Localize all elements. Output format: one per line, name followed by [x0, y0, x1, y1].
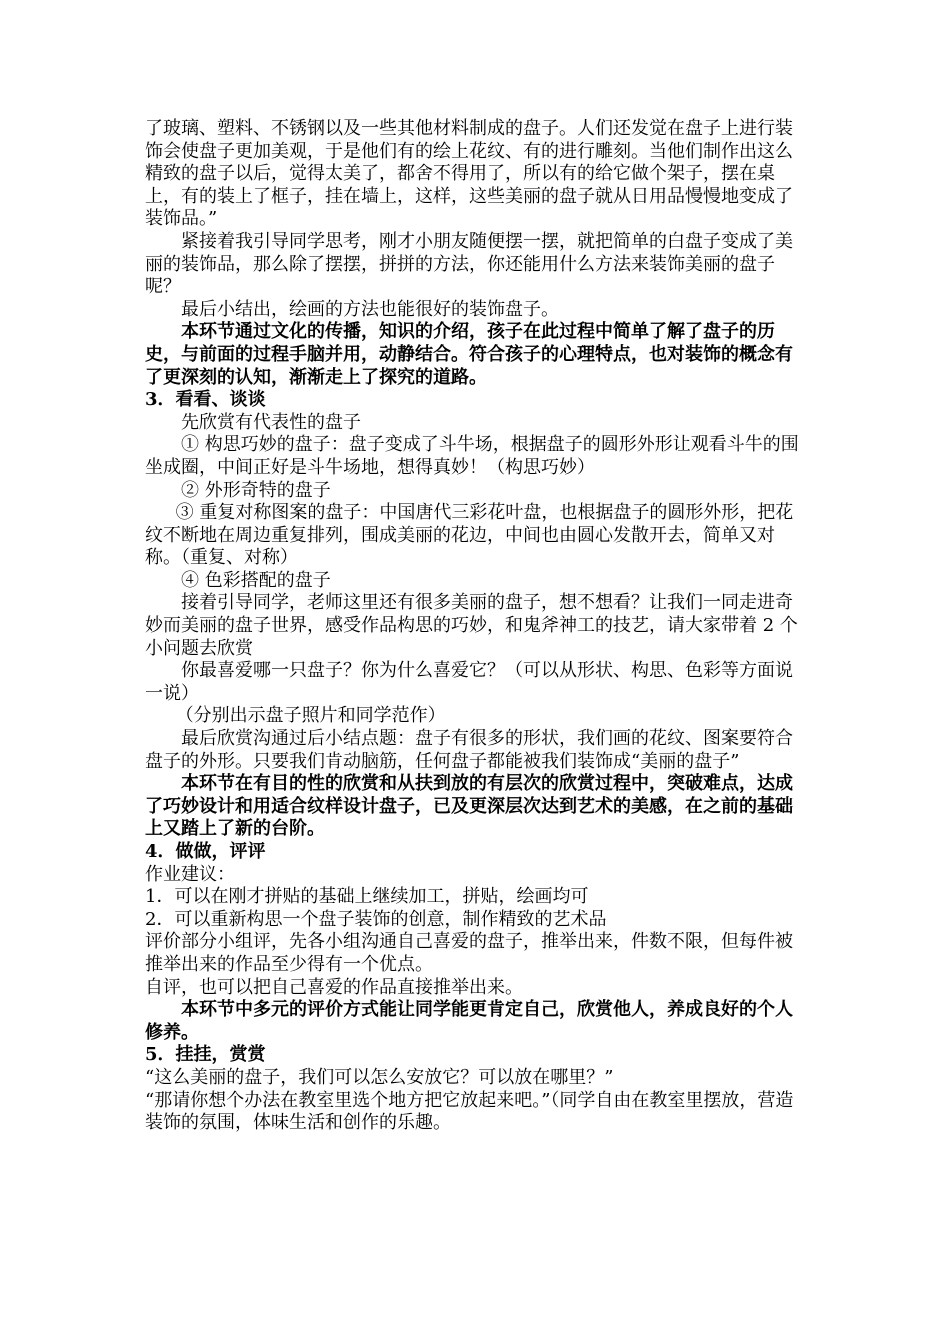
paragraph-homework-label: 作业建议： [145, 863, 235, 885]
section-heading-5: 5．挂挂，赏赏 [145, 1044, 266, 1066]
list-item-unusual-shape: ② 外形奇特的盘子 [181, 479, 331, 501]
list-item-symmetric-pattern: ③ 重复对称图案的盘子：中国唐代三彩花叶盘，也根据盘子的圆形外形，把花纹不断地在周边重复排列，围成美丽的花边，中间也由圆心发散开去，简单又对称。（重复、对称） [145, 502, 794, 569]
paragraph-group-evaluation: 评价部分小组评，先各小组沟通自己喜爱的盘子，推举出来，件数不限，但每件被推举出来的作品至少得有一个优点。 [145, 931, 793, 975]
paragraph-guide-thinking: 紧接着我引导同学思考，刚才小朋友随便摆一摆，就把简单的白盘子变成了美丽的装饰品，那么除了摆摆，拼拼的方法，你还能用什么方法来装饰美丽的盘子呢？ [145, 230, 793, 298]
paragraph-guide-view: 接着引导同学，老师这里还有很多美丽的盘子，想不想看？让我们一同走进奇妙而美丽的盘子世界，感受作品构思的巧妙，和鬼斧神工的技艺，请大家带着 2 个小问题去欣赏 [145, 592, 798, 659]
paragraph-section-reflection-1: 本环节通过文化的传播，知识的介绍，孩子在此过程中简单了解了盘子的历史，与前面的过程手脑并用，动静结合。符合孩子的心理特点，也对装饰的概念有了更深刻的认知，渐渐走上了探究的道路。 [145, 321, 793, 388]
list-item-homework-1: 1．可以在刚才拼贴的基础上继续加工，拼贴，绘画均可 [145, 886, 589, 908]
list-item-homework-2: 2．可以重新构思一个盘子装饰的创意，制作精致的艺术品 [145, 908, 607, 930]
paragraph-self-evaluation: 自评，也可以把自己喜爱的作品直接推举出来。 [145, 976, 523, 998]
paragraph-appreciate-intro: 先欣赏有代表性的盘子 [181, 411, 361, 433]
paragraph-section-reflection-3: 本环节中多元的评价方式能让同学能更肯定自己，欣赏他人，养成良好的个人修养。 [145, 999, 793, 1043]
list-item-clever-design: ① 构思巧妙的盘子：盘子变成了斗牛场，根据盘子的圆形外形让观看斗牛的围坐成圈，中间正好是斗牛场地，想得真妙！（构思巧妙） [145, 434, 799, 478]
paragraph-quote-placement: “这么美丽的盘子，我们可以怎么安放它？可以放在哪里？” [145, 1066, 614, 1088]
paragraph-summary-drawing: 最后小结出，绘画的方法也能很好的装饰盘子。 [181, 298, 559, 320]
paragraph-plate-history: 了玻璃、塑料、不锈钢以及一些其他材料制成的盘子。人们还发觉在盘子上进行装饰会使盘子更加美观，于是他们有的绘上花纹、有的进行雕刻。当他们制作出这么精致的盘子以后，觉得太美了，都舍不得用了，所以有的给它做个架子，摆在桌上，有的装上了框子，挂在墙上，这样，这些美丽的盘子就从日用品慢慢地变成了装饰品。” [145, 118, 793, 230]
paragraph-section-reflection-2: 本环节在有目的性的欣赏和从扶到放的有层次的欣赏过程中，突破难点，达成了巧妙设计和用适合纹样设计盘子，已及更深层次达到艺术的美感，在之前的基础上又踏上了新的台阶。 [145, 773, 793, 840]
section-heading-4: 4．做做，评评 [145, 841, 266, 862]
paragraph-show-photos: （分别出示盘子照片和同学范作） [175, 705, 446, 727]
paragraph-question: 你最喜爱哪一只盘子？你为什么喜爱它？（可以从形状、构思、色彩等方面说一说） [145, 660, 793, 704]
section-heading-3: 3．看看、谈谈 [145, 389, 266, 411]
paragraph-quote-classroom: “那请你想个办法在教室里选个地方把它放起来吧。”（同学自由在教室里摆放，营造装饰的氛围，体味生活和创作的乐趣。 [145, 1089, 794, 1134]
list-item-color-matching: ④ 色彩搭配的盘子 [181, 569, 331, 591]
paragraph-summary-shapes: 最后欣赏沟通过后小结点题：盘子有很多的形状，我们画的花纹、图案要符合盘子的外形。只要我们肯动脑筋，任何盘子都能被我们装饰成“美丽的盘子” [145, 728, 793, 772]
document-body [145, 118, 805, 1135]
